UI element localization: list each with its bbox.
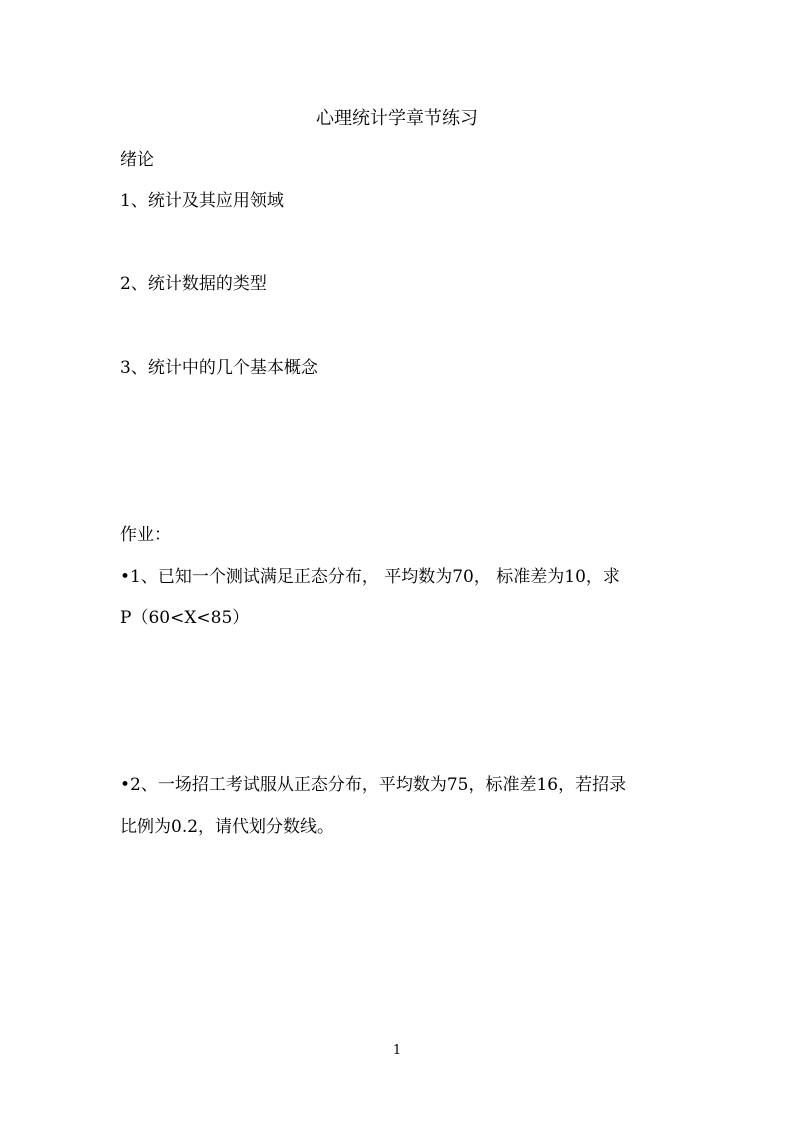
document-title: 心理统计学章节练习 xyxy=(316,108,478,129)
topic-item: 1、统计及其应用领域 xyxy=(120,191,284,211)
question-1-line-2: P（60<X<85） xyxy=(120,608,250,628)
topic-item: 2、统计数据的类型 xyxy=(120,274,267,294)
question-2-line-2: 比例为0.2，请代划分数线。 xyxy=(120,817,335,837)
question-1-line-1: •1、已知一个测试满足正态分布， 平均数为70， 标准差为10，求 xyxy=(120,567,620,587)
homework-heading: 作业： xyxy=(120,525,171,545)
page-number: 1 xyxy=(392,1043,402,1058)
section-heading: 绪论 xyxy=(120,150,154,170)
question-2-line-1: •2、一场招工考试服从正态分布，平均数为75，标准差16，若招录 xyxy=(120,775,627,795)
topic-item: 3、统计中的几个基本概念 xyxy=(120,358,318,378)
